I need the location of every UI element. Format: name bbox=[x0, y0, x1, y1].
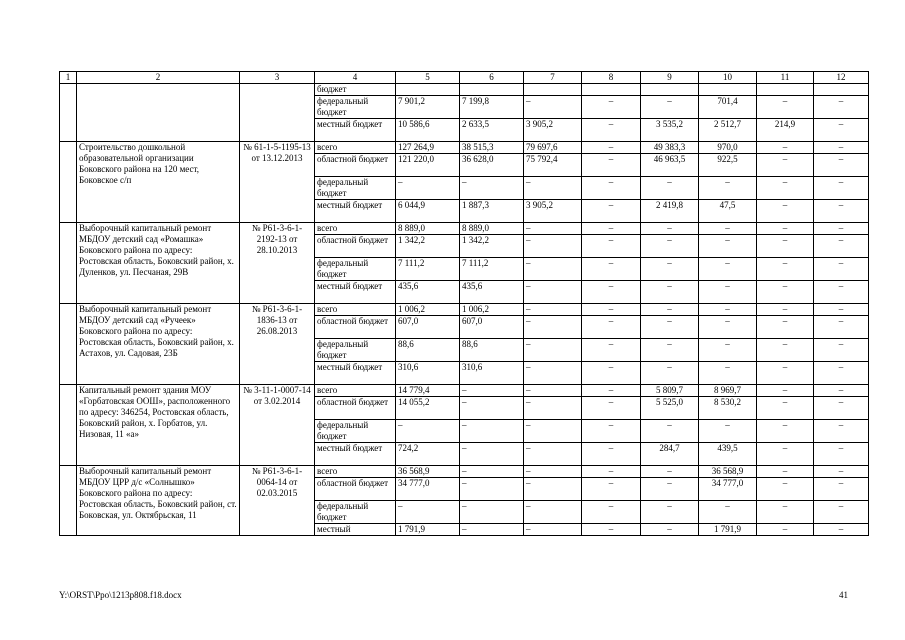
amount-cell: – bbox=[814, 524, 869, 536]
amount-cell: – bbox=[582, 304, 641, 316]
funding-source-cell: федеральный бюджет bbox=[315, 258, 396, 281]
amount-cell: – bbox=[641, 223, 699, 235]
amount-cell: 3 535,2 bbox=[641, 119, 699, 142]
column-number-header: 11 bbox=[757, 72, 814, 84]
amount-cell: – bbox=[757, 466, 814, 478]
amount-cell: – bbox=[582, 154, 641, 177]
row-number-cell bbox=[60, 142, 77, 223]
amount-cell: – bbox=[757, 96, 814, 119]
amount-cell: 607,0 bbox=[396, 316, 460, 339]
amount-cell bbox=[641, 84, 699, 96]
amount-cell: 7 199,8 bbox=[460, 96, 524, 119]
amount-cell: 3 905,2 bbox=[524, 119, 582, 142]
amount-cell: – bbox=[641, 420, 699, 443]
amount-cell: – bbox=[814, 339, 869, 362]
amount-cell: – bbox=[699, 223, 757, 235]
amount-cell: – bbox=[641, 258, 699, 281]
amount-cell: – bbox=[699, 304, 757, 316]
amount-cell: 121 220,0 bbox=[396, 154, 460, 177]
amount-cell bbox=[814, 84, 869, 96]
amount-cell: – bbox=[641, 96, 699, 119]
amount-cell: – bbox=[814, 154, 869, 177]
amount-cell: – bbox=[582, 420, 641, 443]
amount-cell: 435,6 bbox=[396, 281, 460, 304]
amount-cell: 5 809,7 bbox=[641, 385, 699, 397]
amount-cell: 6 044,9 bbox=[396, 200, 460, 223]
amount-cell: 2 419,8 bbox=[641, 200, 699, 223]
funding-source-cell: областной бюджет bbox=[315, 235, 396, 258]
amount-cell: 36 568,9 bbox=[699, 466, 757, 478]
amount-cell: 7 901,2 bbox=[396, 96, 460, 119]
amount-cell: 88,6 bbox=[460, 339, 524, 362]
amount-cell: – bbox=[524, 177, 582, 200]
funding-source-cell: местный bbox=[315, 524, 396, 536]
amount-cell: – bbox=[814, 258, 869, 281]
amount-cell: 970,0 bbox=[699, 142, 757, 154]
column-number-header: 4 bbox=[315, 72, 396, 84]
amount-cell: 46 963,5 bbox=[641, 154, 699, 177]
table-row bbox=[60, 223, 869, 235]
amount-cell: 49 383,3 bbox=[641, 142, 699, 154]
amount-cell: 439,5 bbox=[699, 443, 757, 466]
table-header-row bbox=[60, 72, 869, 84]
column-number-header: 8 bbox=[582, 72, 641, 84]
amount-cell: – bbox=[757, 223, 814, 235]
amount-cell: 7 111,2 bbox=[460, 258, 524, 281]
footer-page-number: 41 bbox=[839, 590, 848, 600]
amount-cell: – bbox=[757, 362, 814, 385]
column-number-header: 12 bbox=[814, 72, 869, 84]
amount-cell: – bbox=[582, 385, 641, 397]
amount-cell: – bbox=[814, 223, 869, 235]
funding-source-cell: федеральный бюджет bbox=[315, 501, 396, 524]
amount-cell: 1 006,2 bbox=[460, 304, 524, 316]
table-row bbox=[60, 304, 869, 316]
amount-cell: – bbox=[699, 339, 757, 362]
amount-cell: – bbox=[757, 443, 814, 466]
amount-cell: 1 006,2 bbox=[396, 304, 460, 316]
amount-cell: – bbox=[524, 478, 582, 501]
amount-cell: 34 777,0 bbox=[396, 478, 460, 501]
amount-cell: – bbox=[814, 316, 869, 339]
amount-cell: – bbox=[699, 316, 757, 339]
amount-cell: 14 055,2 bbox=[396, 397, 460, 420]
amount-cell: – bbox=[582, 443, 641, 466]
row-number-cell bbox=[60, 304, 77, 385]
amount-cell: 8 530,2 bbox=[699, 397, 757, 420]
amount-cell: 75 792,4 bbox=[524, 154, 582, 177]
object-name-cell: Выборочный капитальный ремонт МБДОУ детский сад «Ромашка» Боковского района по адресу: Ростовская область, Боковский район, х. Дуленков, ул. Песчаная, 29В bbox=[77, 223, 240, 304]
funding-source-cell: областной бюджет bbox=[315, 397, 396, 420]
row-number-cell bbox=[60, 385, 77, 466]
funding-source-cell: местный бюджет bbox=[315, 281, 396, 304]
amount-cell: 7 111,2 bbox=[396, 258, 460, 281]
amount-cell: 3 905,2 bbox=[524, 200, 582, 223]
amount-cell: – bbox=[582, 235, 641, 258]
amount-cell: – bbox=[460, 478, 524, 501]
amount-cell: – bbox=[757, 501, 814, 524]
amount-cell: 607,0 bbox=[460, 316, 524, 339]
table-row bbox=[60, 385, 869, 397]
amount-cell: 88,6 bbox=[396, 339, 460, 362]
amount-cell: – bbox=[757, 142, 814, 154]
funding-source-cell: всего bbox=[315, 385, 396, 397]
amount-cell: 5 525,0 bbox=[641, 397, 699, 420]
amount-cell: – bbox=[814, 304, 869, 316]
amount-cell: 284,7 bbox=[641, 443, 699, 466]
funding-source-cell: местный бюджет bbox=[315, 362, 396, 385]
amount-cell: – bbox=[582, 258, 641, 281]
amount-cell: – bbox=[641, 466, 699, 478]
amount-cell: – bbox=[757, 154, 814, 177]
amount-cell: – bbox=[524, 385, 582, 397]
amount-cell: – bbox=[641, 339, 699, 362]
amount-cell: – bbox=[460, 524, 524, 536]
document-reference-cell: № Р61-3-6-1-0064-14 от 02.03.2015 bbox=[240, 466, 315, 536]
funding-source-cell: всего bbox=[315, 142, 396, 154]
amount-cell: – bbox=[396, 177, 460, 200]
amount-cell: – bbox=[524, 235, 582, 258]
amount-cell: 724,2 bbox=[396, 443, 460, 466]
amount-cell: – bbox=[524, 258, 582, 281]
amount-cell: 34 777,0 bbox=[699, 478, 757, 501]
amount-cell: – bbox=[396, 420, 460, 443]
amount-cell: – bbox=[524, 362, 582, 385]
amount-cell: 8 969,7 bbox=[699, 385, 757, 397]
amount-cell: – bbox=[699, 177, 757, 200]
amount-cell: – bbox=[757, 304, 814, 316]
amount-cell: – bbox=[524, 420, 582, 443]
amount-cell: – bbox=[814, 385, 869, 397]
footer-file-path: Y:\ORST\Ppo\1213p808.f18.docx bbox=[59, 590, 182, 600]
table-row bbox=[60, 84, 869, 96]
amount-cell: – bbox=[641, 524, 699, 536]
amount-cell: 127 264,9 bbox=[396, 142, 460, 154]
funding-source-cell: местный бюджет bbox=[315, 119, 396, 142]
amount-cell: – bbox=[814, 200, 869, 223]
object-name-cell: Капитальный ремонт здания МОУ «Горбатовская ООШ», расположенного по адресу: 346254, Ростовская область, Боковский район, х. Горбатов, ул. Низовая, 11 «а» bbox=[77, 385, 240, 466]
column-number-header: 6 bbox=[460, 72, 524, 84]
table-row bbox=[60, 466, 869, 478]
amount-cell: – bbox=[814, 397, 869, 420]
amount-cell: – bbox=[460, 501, 524, 524]
column-number-header: 10 bbox=[699, 72, 757, 84]
amount-cell: – bbox=[460, 397, 524, 420]
amount-cell: – bbox=[814, 478, 869, 501]
amount-cell: – bbox=[814, 466, 869, 478]
amount-cell: 8 889,0 bbox=[460, 223, 524, 235]
amount-cell: – bbox=[582, 524, 641, 536]
amount-cell: – bbox=[814, 420, 869, 443]
amount-cell: – bbox=[524, 316, 582, 339]
amount-cell: – bbox=[524, 223, 582, 235]
amount-cell: – bbox=[757, 339, 814, 362]
amount-cell: 310,6 bbox=[460, 362, 524, 385]
amount-cell: – bbox=[641, 281, 699, 304]
amount-cell bbox=[524, 84, 582, 96]
amount-cell: – bbox=[582, 281, 641, 304]
amount-cell: – bbox=[757, 200, 814, 223]
amount-cell: – bbox=[582, 501, 641, 524]
object-name-cell bbox=[77, 84, 240, 142]
amount-cell: – bbox=[757, 524, 814, 536]
document-reference-cell: № 3-11-1-0007-14 от 3.02.2014 bbox=[240, 385, 315, 466]
amount-cell: – bbox=[524, 304, 582, 316]
amount-cell: – bbox=[582, 362, 641, 385]
amount-cell: – bbox=[582, 200, 641, 223]
amount-cell: 36 568,9 bbox=[396, 466, 460, 478]
amount-cell: – bbox=[757, 235, 814, 258]
amount-cell: 14 779,4 bbox=[396, 385, 460, 397]
column-number-header: 2 bbox=[77, 72, 240, 84]
funding-source-cell: местный бюджет bbox=[315, 443, 396, 466]
amount-cell: – bbox=[524, 339, 582, 362]
document-reference-cell: № Р61-3-6-1-2192-13 от 28.10.2013 bbox=[240, 223, 315, 304]
amount-cell: – bbox=[814, 362, 869, 385]
funding-source-cell: федеральный бюджет bbox=[315, 96, 396, 119]
amount-cell: – bbox=[582, 119, 641, 142]
amount-cell: – bbox=[460, 420, 524, 443]
amount-cell: – bbox=[582, 316, 641, 339]
amount-cell: – bbox=[814, 177, 869, 200]
amount-cell: – bbox=[524, 281, 582, 304]
amount-cell: – bbox=[582, 177, 641, 200]
amount-cell: 1 342,2 bbox=[460, 235, 524, 258]
amount-cell: – bbox=[582, 466, 641, 478]
amount-cell: 2 633,5 bbox=[460, 119, 524, 142]
amount-cell: – bbox=[814, 142, 869, 154]
amount-cell: – bbox=[814, 96, 869, 119]
amount-cell: 79 697,6 bbox=[524, 142, 582, 154]
funding-source-cell: федеральный бюджет bbox=[315, 339, 396, 362]
object-name-cell: Выборочный капитальный ремонт МБДОУ детский сад «Ручеек» Боковского района по адресу: Ростовская область, Боковский район, х. Астахов, ул. Садовая, 23Б bbox=[77, 304, 240, 385]
amount-cell: – bbox=[641, 235, 699, 258]
amount-cell: – bbox=[699, 281, 757, 304]
amount-cell: 701,4 bbox=[699, 96, 757, 119]
budget-table bbox=[59, 71, 869, 536]
amount-cell: – bbox=[524, 466, 582, 478]
amount-cell: – bbox=[641, 362, 699, 385]
amount-cell: 310,6 bbox=[396, 362, 460, 385]
amount-cell: – bbox=[524, 501, 582, 524]
amount-cell: – bbox=[699, 362, 757, 385]
amount-cell: 1 791,9 bbox=[699, 524, 757, 536]
amount-cell bbox=[396, 84, 460, 96]
object-name-cell: Выборочный капитальный ремонт МБДОУ ЦРР д/с «Солнышко» Боковского района по адресу: Ростовская область, Боковский район, ст. Боковская, ул. Октябрьская, 11 bbox=[77, 466, 240, 536]
funding-source-cell: областной бюджет bbox=[315, 478, 396, 501]
row-number-cell bbox=[60, 84, 77, 142]
amount-cell: – bbox=[582, 339, 641, 362]
funding-source-cell: областной бюджет bbox=[315, 154, 396, 177]
amount-cell: – bbox=[460, 466, 524, 478]
amount-cell: – bbox=[757, 258, 814, 281]
funding-source-cell: всего bbox=[315, 223, 396, 235]
amount-cell: – bbox=[582, 96, 641, 119]
amount-cell: 10 586,6 bbox=[396, 119, 460, 142]
amount-cell bbox=[757, 84, 814, 96]
amount-cell: – bbox=[641, 177, 699, 200]
amount-cell: – bbox=[757, 316, 814, 339]
row-number-cell bbox=[60, 466, 77, 536]
amount-cell: – bbox=[524, 397, 582, 420]
amount-cell: – bbox=[757, 385, 814, 397]
document-reference-cell: № 61-1-5-1195-13 от 13.12.2013 bbox=[240, 142, 315, 223]
amount-cell: – bbox=[524, 96, 582, 119]
amount-cell: – bbox=[641, 304, 699, 316]
document-reference-cell bbox=[240, 84, 315, 142]
amount-cell: – bbox=[757, 397, 814, 420]
column-number-header: 3 bbox=[240, 72, 315, 84]
amount-cell: 36 628,0 bbox=[460, 154, 524, 177]
amount-cell: 8 889,0 bbox=[396, 223, 460, 235]
amount-cell: – bbox=[757, 420, 814, 443]
amount-cell: – bbox=[460, 443, 524, 466]
amount-cell: – bbox=[582, 142, 641, 154]
amount-cell: – bbox=[460, 385, 524, 397]
table-row bbox=[60, 142, 869, 154]
funding-source-cell: всего bbox=[315, 466, 396, 478]
funding-source-cell: всего bbox=[315, 304, 396, 316]
amount-cell: – bbox=[699, 501, 757, 524]
amount-cell: – bbox=[814, 501, 869, 524]
amount-cell: 47,5 bbox=[699, 200, 757, 223]
amount-cell: – bbox=[582, 223, 641, 235]
amount-cell: 1 791,9 bbox=[396, 524, 460, 536]
amount-cell: – bbox=[757, 177, 814, 200]
amount-cell: – bbox=[757, 281, 814, 304]
amount-cell: – bbox=[699, 420, 757, 443]
column-number-header: 1 bbox=[60, 72, 77, 84]
amount-cell: – bbox=[757, 478, 814, 501]
amount-cell: 2 512,7 bbox=[699, 119, 757, 142]
object-name-cell: Строительство дошкольной образовательной организации Боковского района на 120 мест, Боковское с/п bbox=[77, 142, 240, 223]
amount-cell: – bbox=[641, 316, 699, 339]
amount-cell: – bbox=[699, 258, 757, 281]
amount-cell: – bbox=[524, 443, 582, 466]
amount-cell: 922,5 bbox=[699, 154, 757, 177]
funding-source-cell: федеральный бюджет bbox=[315, 420, 396, 443]
column-number-header: 7 bbox=[524, 72, 582, 84]
funding-source-cell: бюджет bbox=[315, 84, 396, 96]
amount-cell: – bbox=[699, 235, 757, 258]
amount-cell: – bbox=[396, 501, 460, 524]
amount-cell: 38 515,3 bbox=[460, 142, 524, 154]
amount-cell bbox=[460, 84, 524, 96]
amount-cell: – bbox=[641, 501, 699, 524]
amount-cell: – bbox=[582, 397, 641, 420]
amount-cell: 1 887,3 bbox=[460, 200, 524, 223]
column-number-header: 5 bbox=[396, 72, 460, 84]
column-number-header: 9 bbox=[641, 72, 699, 84]
amount-cell: – bbox=[814, 443, 869, 466]
amount-cell: – bbox=[524, 524, 582, 536]
amount-cell: – bbox=[641, 478, 699, 501]
amount-cell: – bbox=[582, 478, 641, 501]
amount-cell: 1 342,2 bbox=[396, 235, 460, 258]
funding-source-cell: местный бюджет bbox=[315, 200, 396, 223]
amount-cell: 214,9 bbox=[757, 119, 814, 142]
document-reference-cell: № Р61-3-6-1-1836-13 от 26.08.2013 bbox=[240, 304, 315, 385]
amount-cell bbox=[582, 84, 641, 96]
amount-cell: – bbox=[814, 281, 869, 304]
amount-cell bbox=[699, 84, 757, 96]
amount-cell: – bbox=[814, 119, 869, 142]
amount-cell: – bbox=[814, 235, 869, 258]
funding-source-cell: областной бюджет bbox=[315, 316, 396, 339]
amount-cell: 435,6 bbox=[460, 281, 524, 304]
amount-cell: – bbox=[460, 177, 524, 200]
row-number-cell bbox=[60, 223, 77, 304]
funding-source-cell: федеральный бюджет bbox=[315, 177, 396, 200]
